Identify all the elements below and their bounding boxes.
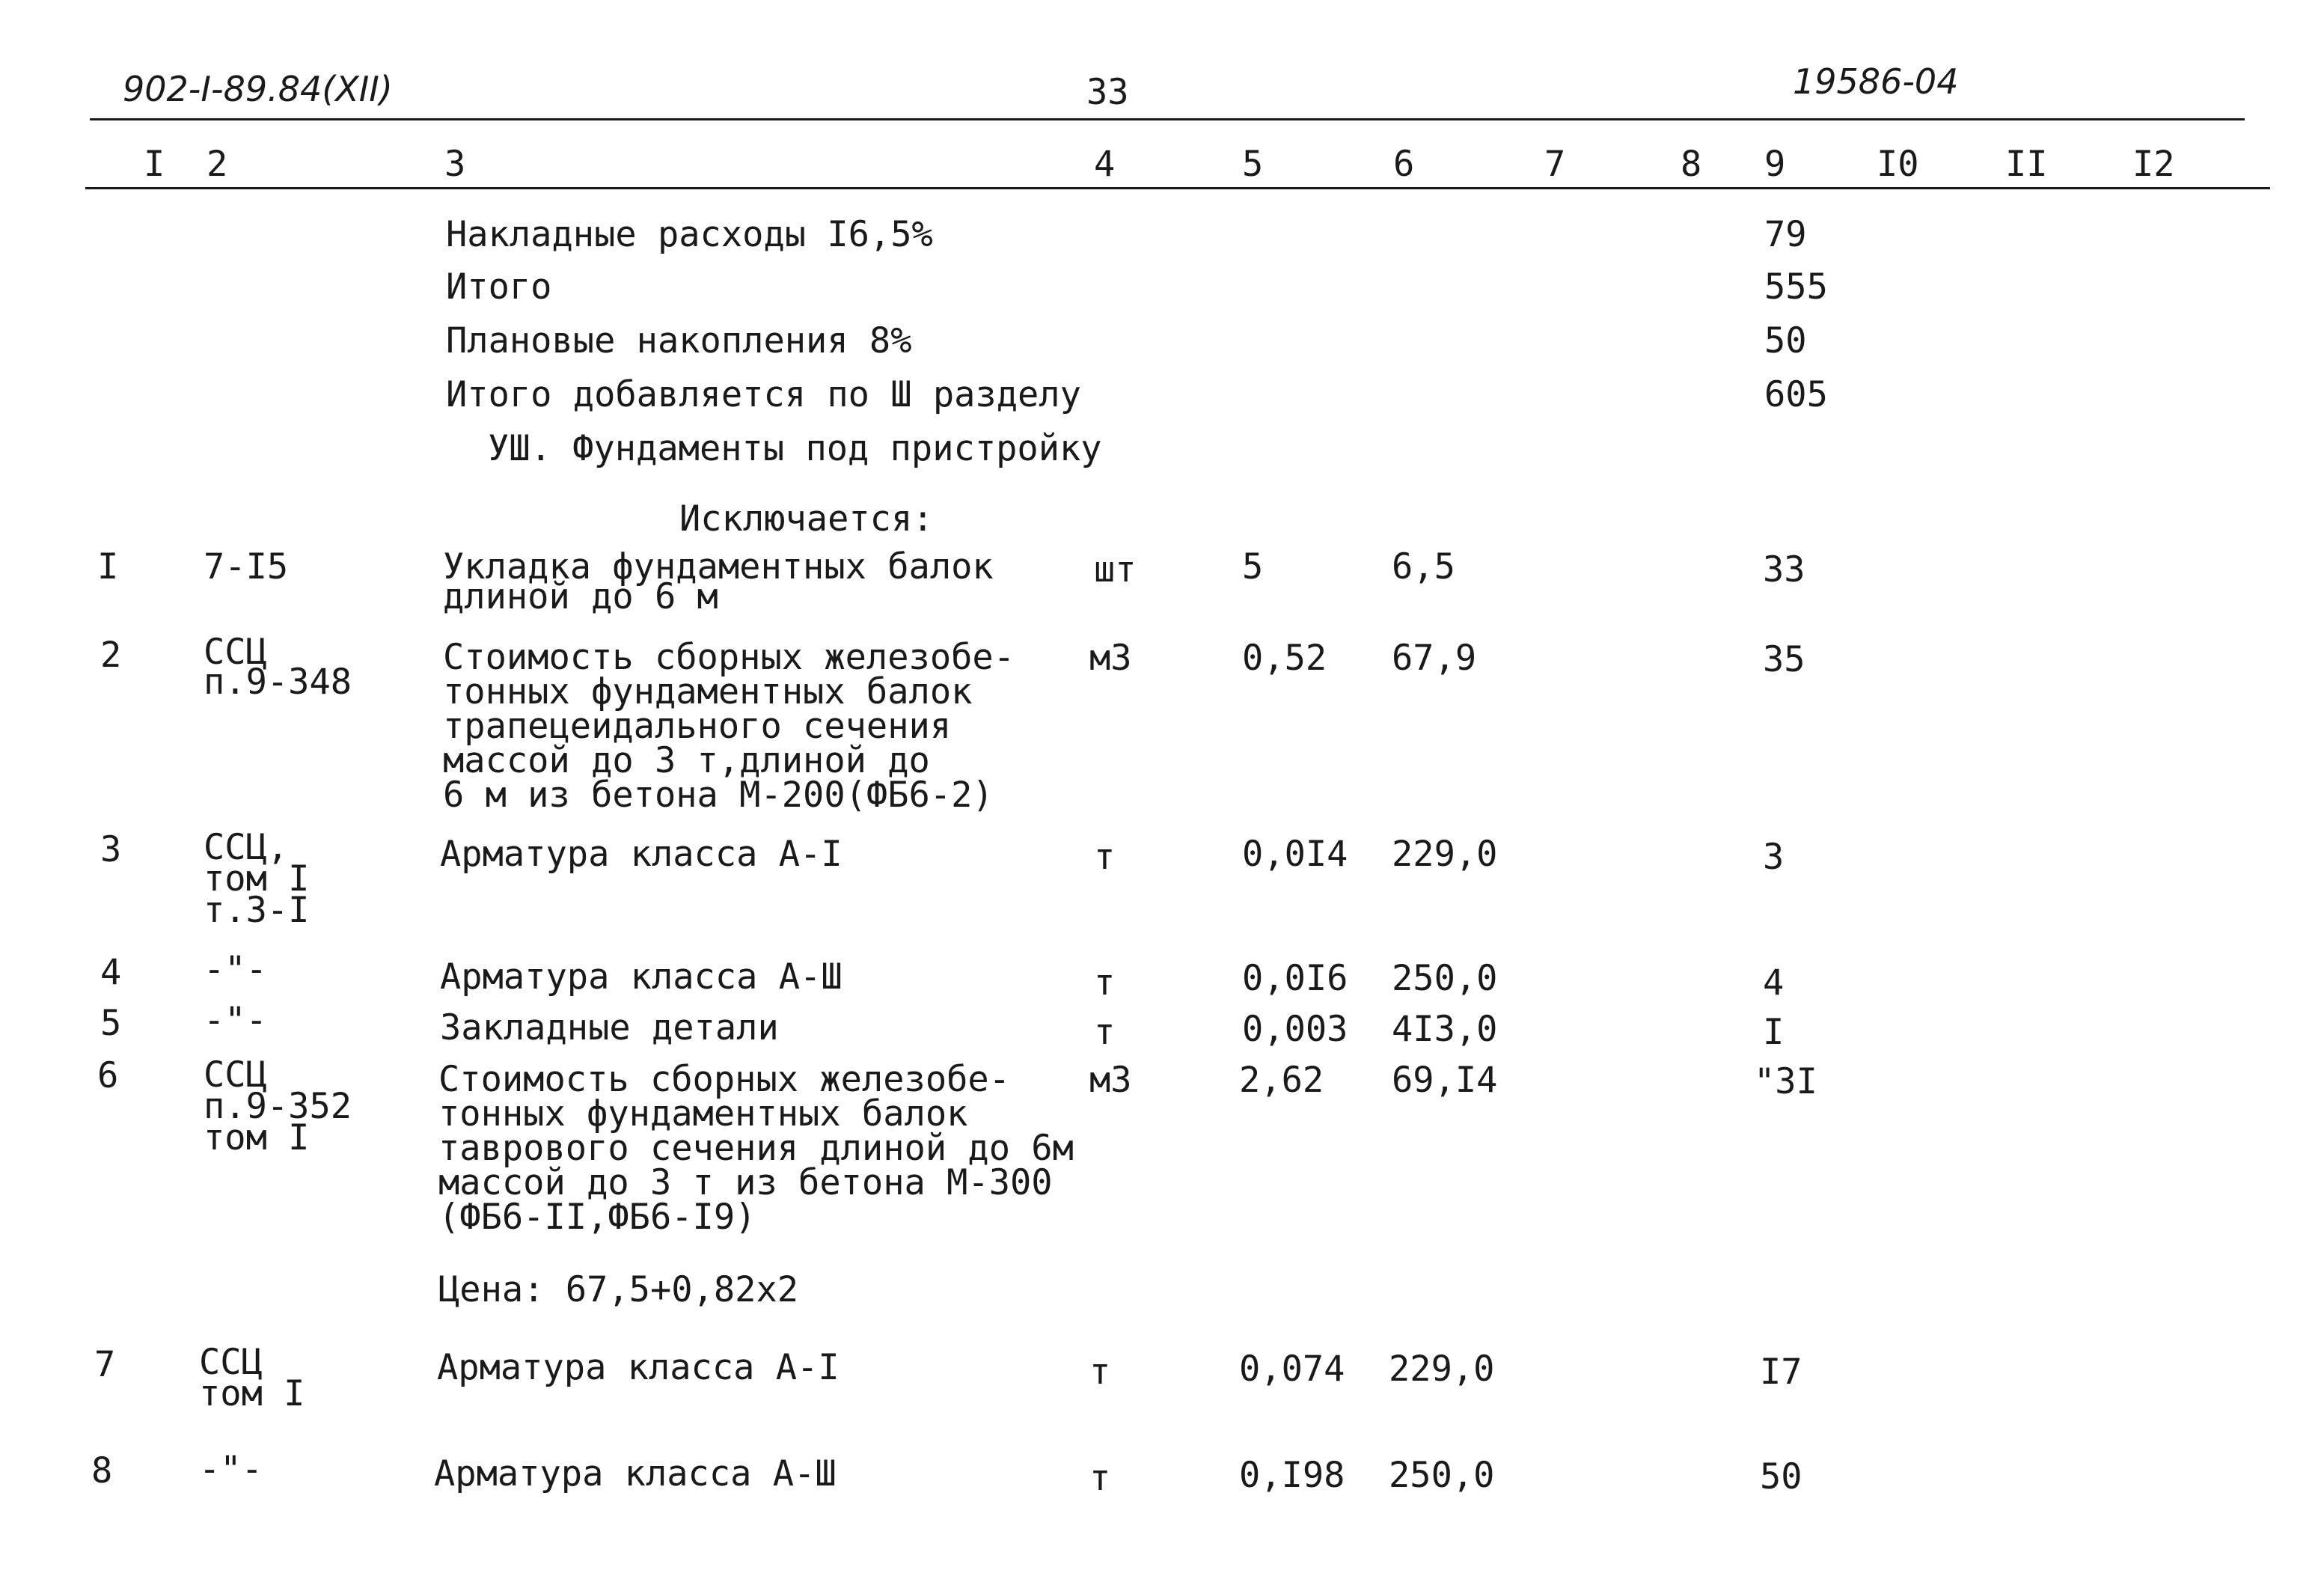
row-4-quantity: 0,0I6 — [1242, 958, 1348, 999]
row-6-quantity: 2,62 — [1239, 1060, 1324, 1101]
row-7-unit: т — [1089, 1352, 1111, 1393]
row-4-description: Арматура класса А-Ш — [440, 956, 843, 998]
row-2-total: 35 — [1763, 639, 1805, 680]
row-6-total: "3I — [1754, 1061, 1817, 1102]
row-2-unit: м3 — [1089, 638, 1132, 679]
row-1-unit: шт — [1094, 549, 1137, 590]
row-7-price: 229,0 — [1389, 1349, 1495, 1390]
row-2-quantity: 0,52 — [1242, 638, 1327, 679]
row-5-price: 4I3,0 — [1392, 1009, 1498, 1050]
row-6-unit: м3 — [1089, 1060, 1132, 1101]
row-1-number: I — [97, 546, 119, 587]
column-header-rule — [85, 187, 2270, 189]
document-code: 902-I-89.84(XII) — [123, 69, 393, 109]
row-5-description: Закладные детали — [440, 1007, 779, 1048]
row-4-price: 250,0 — [1392, 958, 1498, 999]
row-3-code: ССЦ, том I т.3-I — [204, 827, 310, 931]
row-6-description: Стоимость сборных железобе- тонных фундаментных балок таврового сечения длиной до 6м массой до 3 т из бетона М-300 (ФБ6-II,ФБ6-I9) — [438, 1059, 1074, 1238]
row-5-number: 5 — [100, 1003, 122, 1044]
col-header-5: 5 — [1242, 144, 1264, 185]
row-3-quantity: 0,0I4 — [1242, 834, 1348, 875]
row-6-price: 69,I4 — [1392, 1060, 1498, 1101]
row-1-price: 6,5 — [1392, 546, 1455, 587]
summary-added-label: Итого добавляется по Ш разделу — [446, 374, 1081, 415]
col-header-6: 6 — [1393, 144, 1415, 185]
col-header-2: 2 — [207, 144, 228, 185]
row-5-quantity: 0,003 — [1242, 1009, 1348, 1050]
summary-planned-label: Плановые накопления 8% — [446, 320, 912, 361]
summary-total-label: Итого — [446, 266, 552, 308]
row-4-code: -"- — [204, 949, 267, 990]
row-8-description: Арматура класса А-Ш — [434, 1453, 837, 1494]
row-2-description: Стоимость сборных железобе- тонных фундаментных балок трапецеидального сечения массой до 3 т,длиной до 6 м из бетона М-200(ФБ6-2) — [443, 637, 1015, 816]
row-7-quantity: 0,074 — [1239, 1349, 1345, 1390]
header-rule — [90, 118, 2245, 120]
summary-total-value: 555 — [1764, 266, 1828, 308]
row-4-number: 4 — [100, 952, 122, 993]
row-3-total: 3 — [1763, 837, 1785, 878]
row-1-quantity: 5 — [1242, 546, 1264, 587]
row-1-description: Укладка фундаментных балок длиной до 6 м — [443, 546, 994, 617]
col-header-7: 7 — [1544, 144, 1566, 185]
row-7-code: ССЦ том I — [199, 1342, 305, 1414]
section-title: УШ. Фундаменты под пристройку — [488, 428, 1102, 469]
col-header-10: I0 — [1877, 144, 1919, 185]
row-7-total: I7 — [1760, 1352, 1802, 1393]
row-8-quantity: 0,I98 — [1239, 1455, 1345, 1496]
row-4-unit: т — [1094, 962, 1116, 1004]
col-header-4: 4 — [1094, 144, 1116, 185]
summary-planned-value: 50 — [1764, 320, 1807, 361]
col-header-9: 9 — [1764, 144, 1786, 185]
row-5-total: I — [1763, 1012, 1785, 1053]
summary-overhead-label: Накладные расходы I6,5% — [446, 214, 933, 255]
row-2-price: 67,9 — [1392, 638, 1477, 679]
row-8-total: 50 — [1760, 1456, 1802, 1497]
row-3-number: 3 — [100, 829, 122, 870]
row-3-price: 229,0 — [1392, 834, 1498, 875]
page-number: 33 — [1086, 72, 1129, 113]
row-5-unit: т — [1094, 1012, 1116, 1053]
row-1-code: 7-I5 — [204, 546, 289, 587]
col-header-1: I — [144, 144, 165, 185]
row-2-number: 2 — [100, 635, 122, 676]
excluded-label: Исключается: — [679, 498, 934, 540]
row-3-description: Арматура класса А-I — [440, 834, 843, 875]
row-6-number: 6 — [97, 1055, 119, 1096]
row-4-total: 4 — [1763, 962, 1785, 1004]
row-2-code: ССЦ п.9-348 — [204, 632, 352, 703]
price-note: Цена: 67,5+0,82x2 — [438, 1269, 799, 1310]
row-7-number: 7 — [94, 1344, 116, 1385]
row-8-number: 8 — [91, 1450, 113, 1491]
row-8-unit: т — [1089, 1458, 1111, 1499]
row-7-description: Арматура класса А-I — [437, 1347, 840, 1388]
row-6-code: ССЦ п.9-352 том I — [204, 1054, 352, 1158]
row-5-code: -"- — [204, 1000, 267, 1041]
summary-added-value: 605 — [1764, 374, 1828, 415]
row-1-total: 33 — [1763, 549, 1805, 590]
archive-stamp: 19586-04 — [1793, 61, 1959, 102]
col-header-3: 3 — [444, 144, 466, 185]
summary-overhead-value: 79 — [1764, 214, 1807, 255]
row-8-price: 250,0 — [1389, 1455, 1495, 1496]
col-header-12: I2 — [2132, 144, 2175, 185]
row-3-unit: т — [1094, 837, 1116, 878]
row-8-code: -"- — [199, 1449, 263, 1490]
col-header-8: 8 — [1681, 144, 1702, 185]
col-header-11: II — [2005, 144, 2048, 185]
